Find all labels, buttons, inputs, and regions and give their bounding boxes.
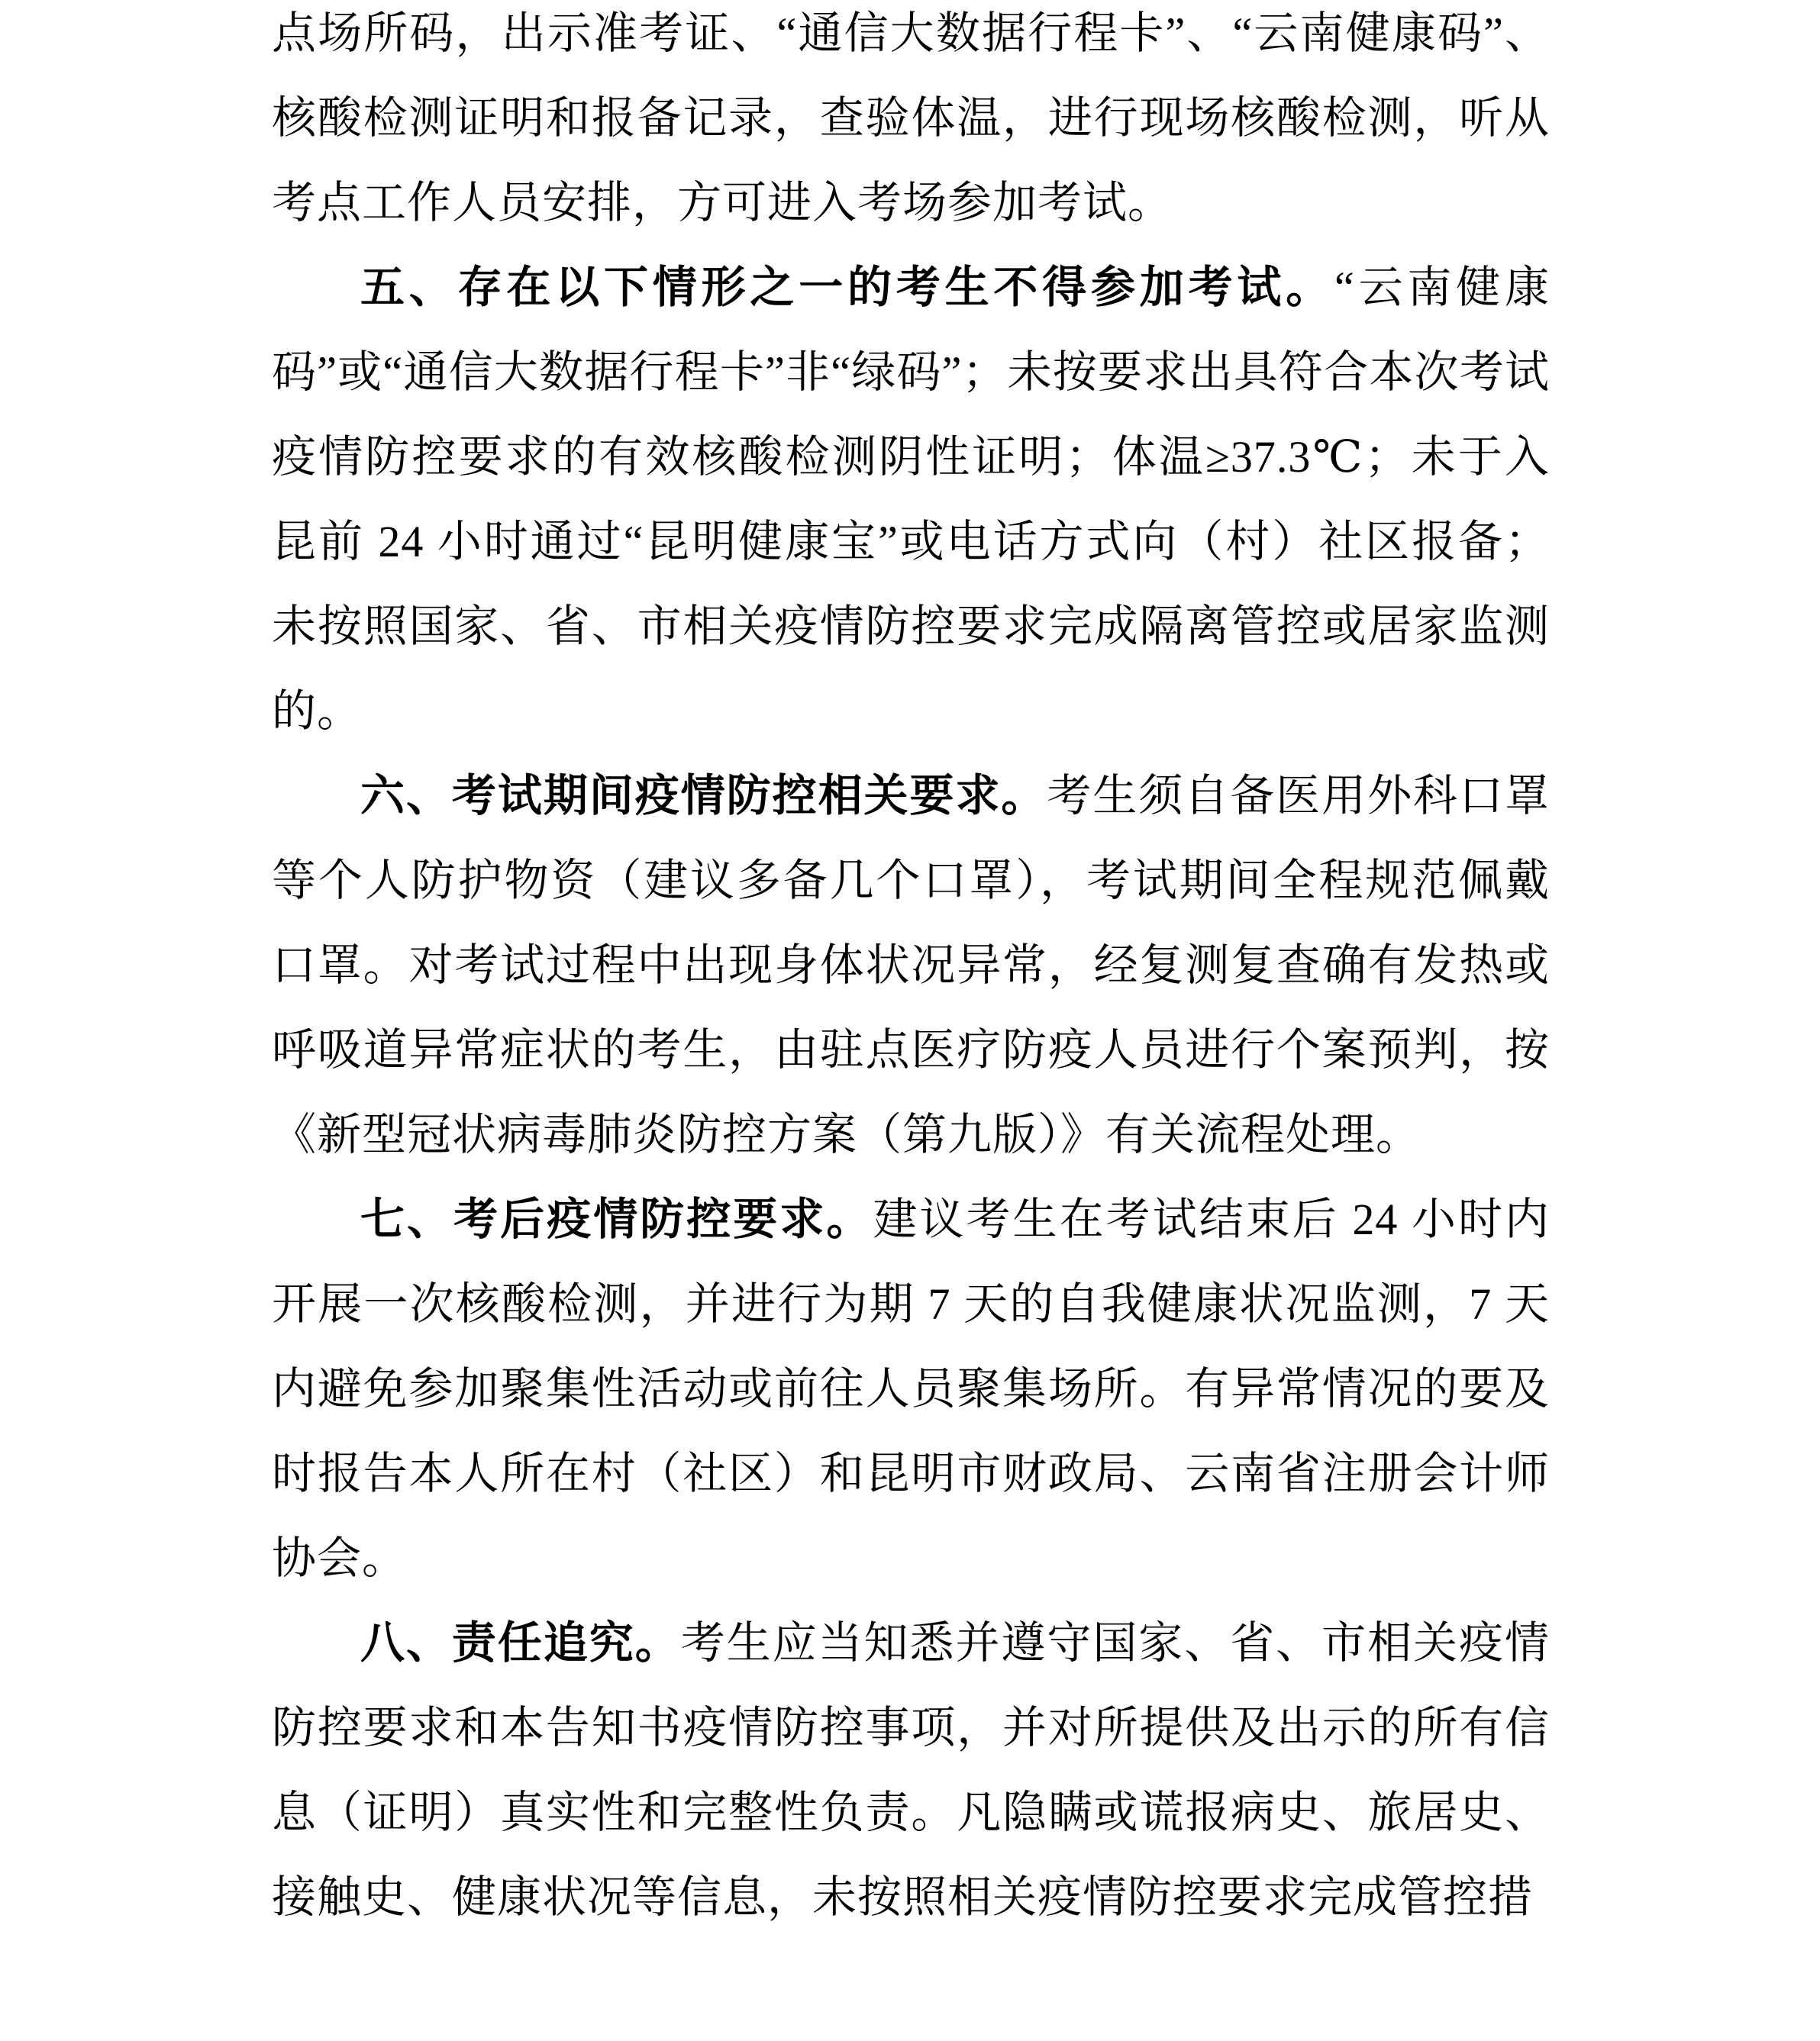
paragraph-section-5 — [272, 245, 1550, 753]
section-8-heading: 八、责任追究。 — [360, 1618, 681, 1668]
paragraph-section-6 — [272, 753, 1550, 1177]
paragraph-entry-procedure-continuation — [272, 0, 1550, 245]
paragraph-section-8 — [272, 1601, 1550, 1939]
section-5-body: “云南健康码”或“通信大数据行程卡”非“绿码”；未按要求出具符合本次考试疫情防控要求的有效核酸检测阴性证明；体温≥37.3℃；未于入昆前 24 小时通过“昆明健康宝”或电话方式向（村）社区报备；未按照国家、省、市相关疫情防控要求完成隔离管控或居家监测的。 — [272, 263, 1550, 736]
section-6-heading: 六、考试期间疫情防控相关要求。 — [360, 771, 1047, 821]
section-7-body: 建议考生在考试结束后 24 小时内开展一次核酸检测，并进行为期 7 天的自我健康状况监测，7 天内避免参加聚集性活动或前往人员聚集场所。有异常情况的要及时报告本人所在村（社区）和昆明市财政局、云南省注册会计师协会。 — [272, 1195, 1550, 1583]
paragraph-section-7 — [272, 1177, 1550, 1601]
paragraph-text: 点场所码，出示准考证、“通信大数据行程卡”、“云南健康码”、核酸检测证明和报备记录，查验体温，进行现场核酸检测，听从考点工作人员安排，方可进入考场参加考试。 — [272, 8, 1550, 227]
section-5-heading: 五、存在以下情形之一的考生不得参加考试。 — [360, 263, 1335, 312]
section-7-heading: 七、考后疫情防控要求。 — [360, 1195, 873, 1244]
section-6-body: 考生须自备医用外科口罩等个人防护物资（建议多备几个口罩），考试期间全程规范佩戴口罩。对考试过程中出现身体状况异常，经复测复查确有发热或呼吸道异常症状的考生，由驻点医疗防疫人员进行个案预判，按《新型冠状病毒肺炎防控方案（第九版）》有关流程处理。 — [272, 771, 1550, 1159]
notice-text-block — [272, 0, 1550, 1939]
section-8-body: 考生应当知悉并遵守国家、省、市相关疫情防控要求和本告知书疫情防控事项，并对所提供及出示的所有信息（证明）真实性和完整性负责。凡隐瞒或谎报病史、旅居史、接触史、健康状况等信息，未按照相关疫情防控要求完成管控措 — [272, 1618, 1550, 1922]
